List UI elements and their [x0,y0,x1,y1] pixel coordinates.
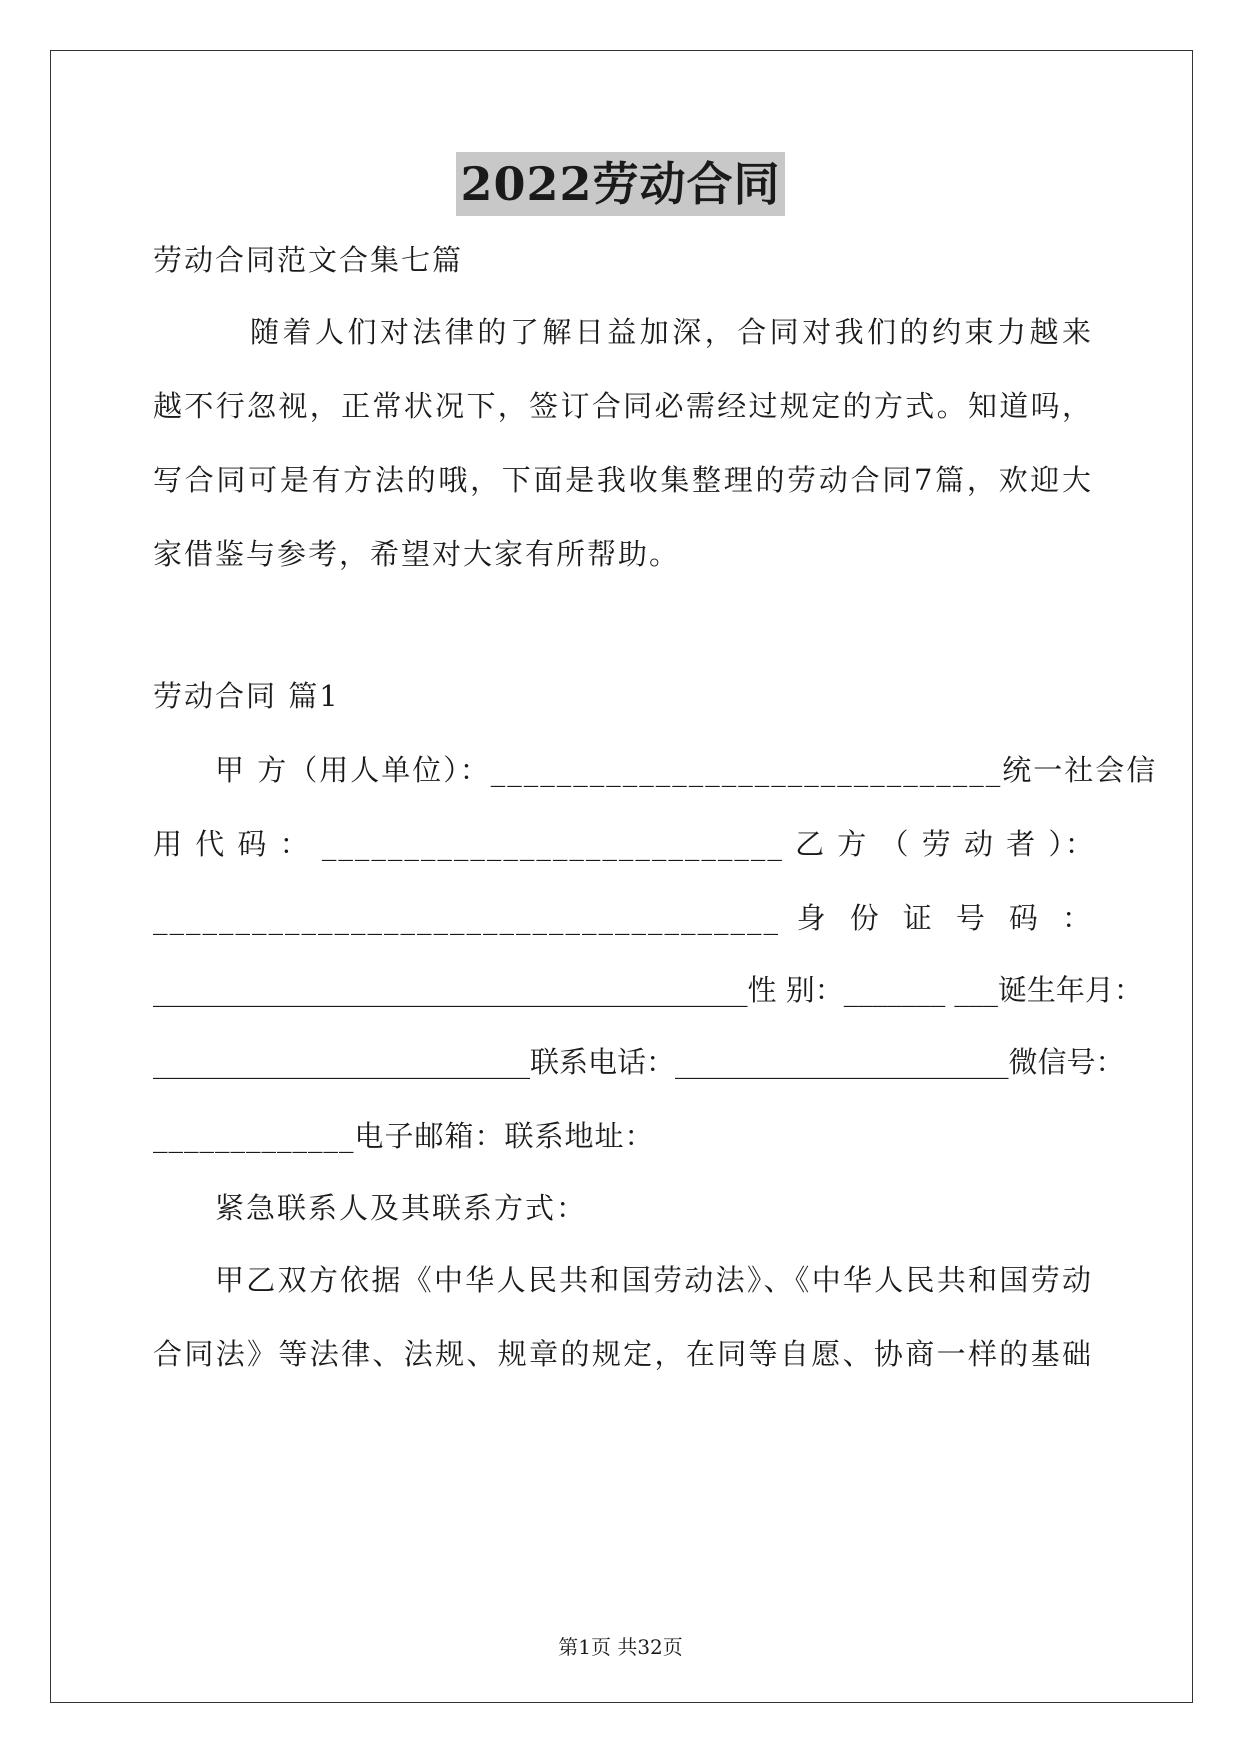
page-footer: 第1页 共32页 [558,1635,683,1659]
form-line-1: 甲 方（用人单位）：_______________________________统一社会信 [215,753,1158,787]
section-heading: 劳动合同 篇1 [153,679,340,713]
title-block [0,152,1241,216]
form-line-6: _____________电子邮箱：联系地址： [153,1119,655,1153]
emergency-contact: 紧急联系人及其联系方式： [215,1191,588,1225]
subtitle: 劳动合同范文合集七篇 [153,243,464,277]
body-line-1: 甲乙双方依据《中华人民共和国劳动法》、《中华人民共和国劳动 [215,1263,1093,1297]
intro-line-3: 写合同可是有方法的哦，下面是我收集整理的劳动合同7篇，欢迎大 [153,463,1093,497]
page-border [50,50,1193,1703]
intro-line-2: 越不行忽视，正常状况下，签订合同必需经过规定的方式。知道吗， [153,389,1093,423]
intro-line-4: 家借鉴与参考，希望对大家有所帮助。 [153,537,681,571]
document-title: 2022劳动合同 [456,152,784,216]
form-line-4: _________________________________________性 别：_______ ___诞生年月： [153,973,1143,1007]
form-line-3: ______________________________________ 身 份 证 号 码 ： [153,901,1093,935]
body-line-2: 合同法》等法律、法规、规章的规定，在同等自愿、协商一样的基础 [153,1337,1093,1371]
intro-line-1: 随着人们对法律的了解日益加深，合同对我们的约束力越来 [250,315,1093,349]
form-line-5: __________________________联系电话：_______________________微信号： [153,1045,1125,1079]
form-line-2: 用 代 码 ： ____________________________ 乙 方 （ 劳 动 者 ）： [153,827,1096,861]
